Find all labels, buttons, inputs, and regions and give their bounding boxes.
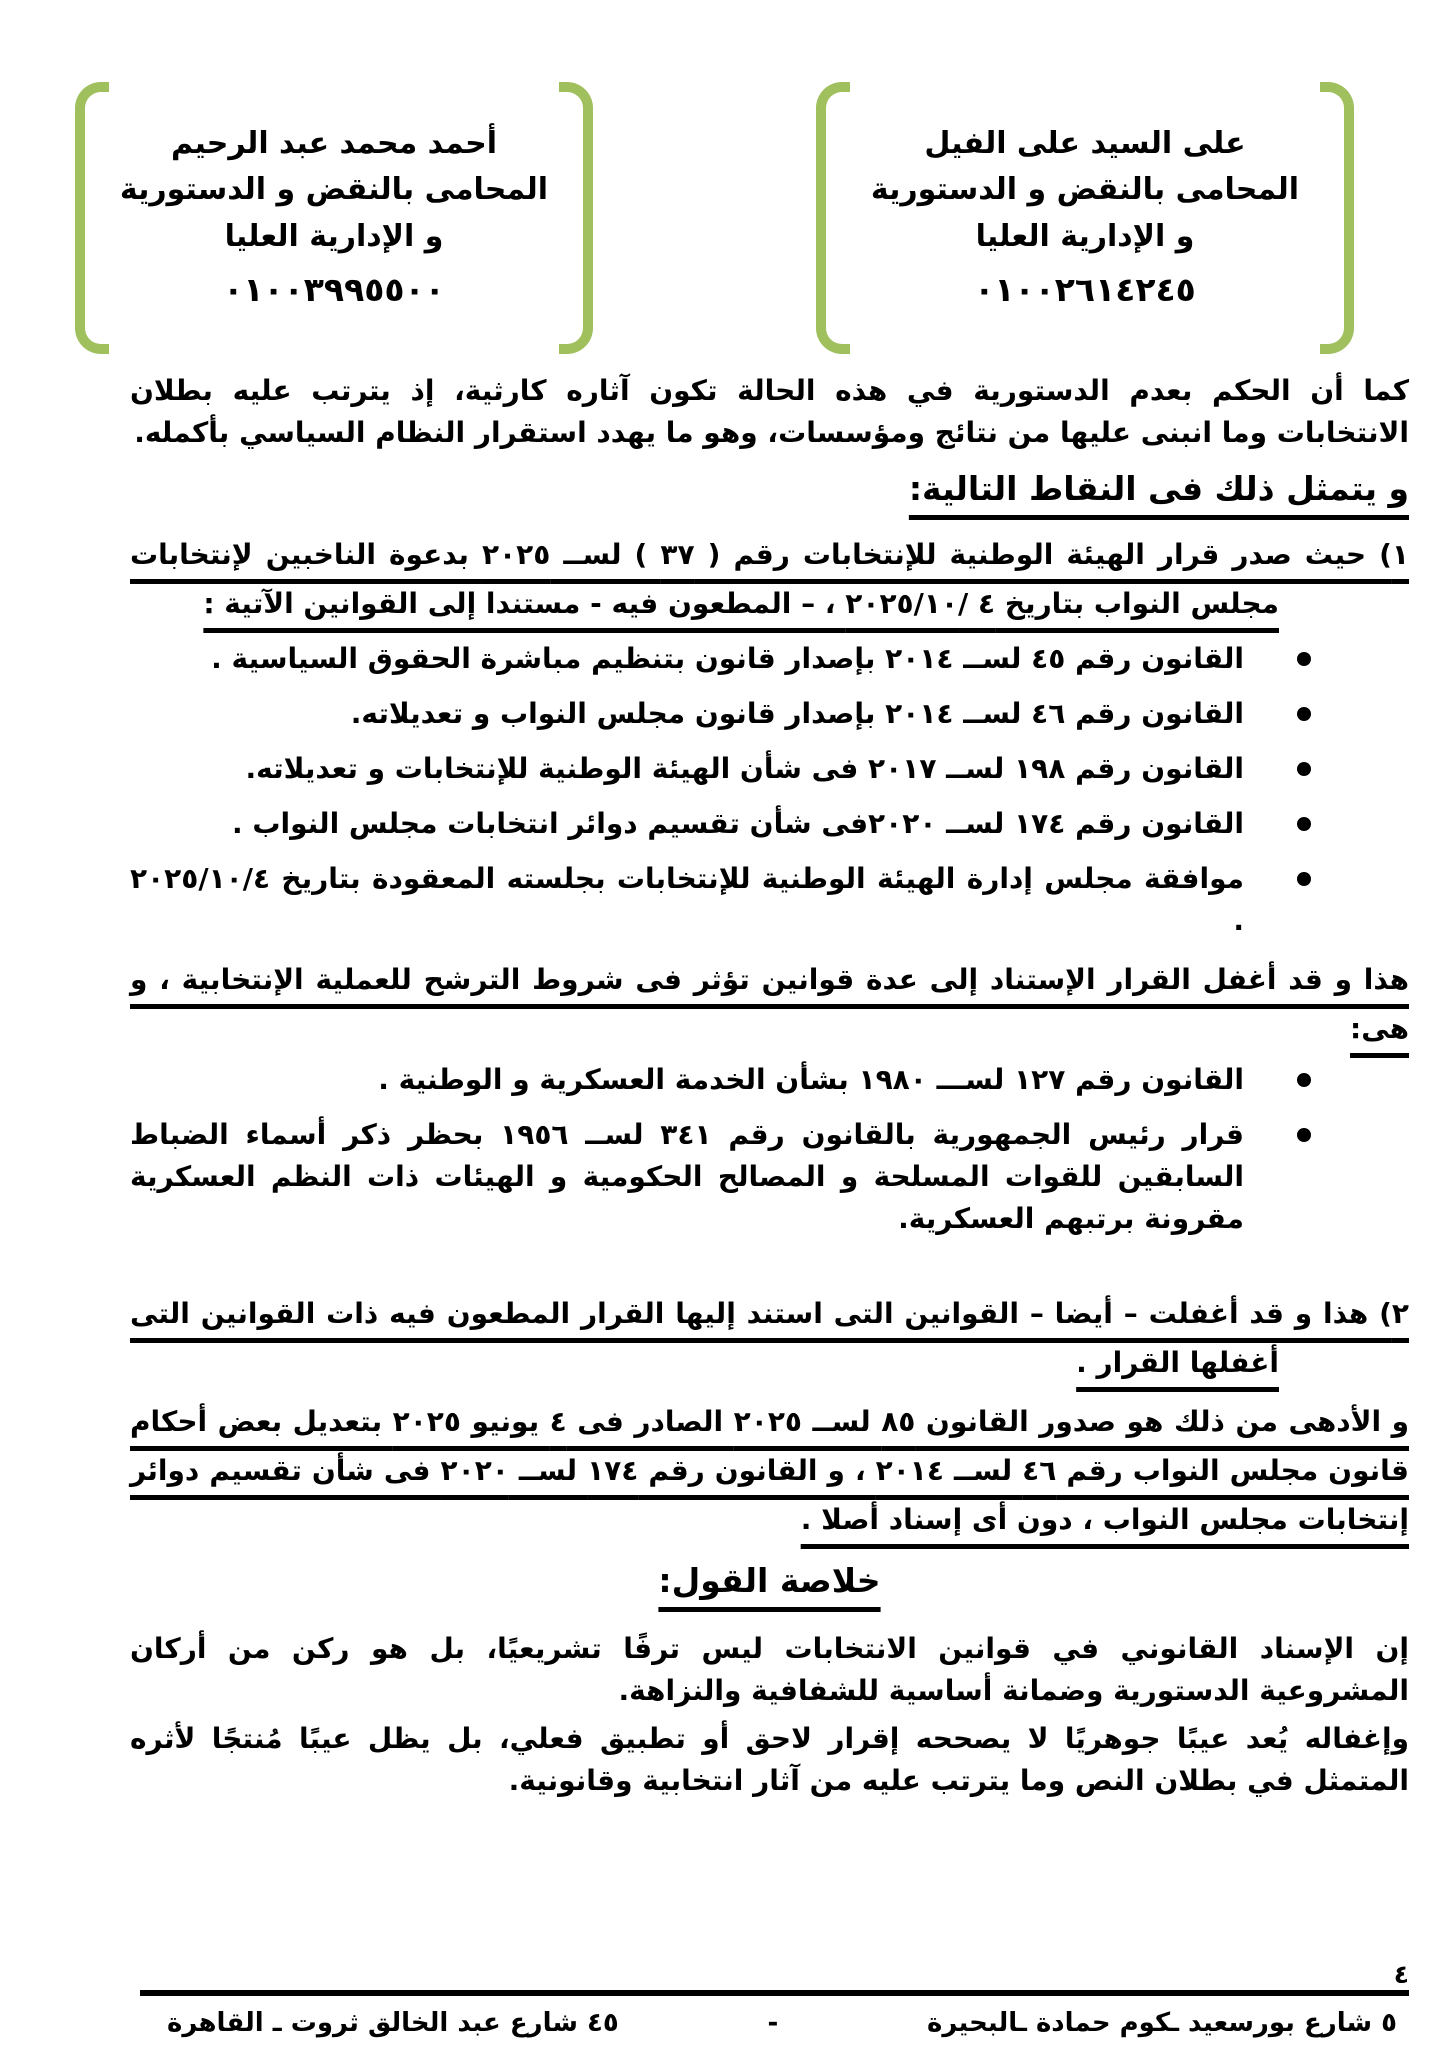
bullet-icon bbox=[1297, 707, 1311, 721]
law-list-item bbox=[130, 803, 1409, 845]
lawyer-title-line: المحامى بالنقض و الدستورية bbox=[870, 172, 1300, 208]
lawyer-card-left bbox=[75, 82, 593, 354]
adha-paragraph: و الأدهى من ذلك هو صدور القانون ٨٥ لســ ٢٠٢٥ الصادر فى ٤ يونيو ٢٠٢٥ بتعديل بعض أحكام قانون مجلس النواب رقم ٤٦ لســ ٢٠١٤ ، و القانون رقم ١٧٤ لســ ٢٠٢٠ فى شأن تقسيم دوائر إنتخابات مجلس النواب ، دون أى إسناد أصلا . bbox=[130, 1404, 1410, 1536]
lawyer-title-line: المحامى بالنقض و الدستورية bbox=[119, 172, 549, 208]
law-list-item-text: القانون رقم ١٩٨ لســ ٢٠١٧ فى شأن الهيئة الوطنية للإنتخابات و تعديلاته. bbox=[245, 751, 1244, 785]
omitted-laws-paragraph: هذا و قد أغفل القرار الإستناد إلى عدة قوانين تؤثر فى شروط الترشح للعملية الإنتخابية ، و هى: bbox=[130, 962, 1409, 1045]
bullet-icon bbox=[1297, 817, 1311, 831]
law-list-item bbox=[130, 1114, 1409, 1240]
law-list-item bbox=[130, 748, 1409, 790]
lawyer-title-line: و الإدارية العليا bbox=[975, 218, 1195, 254]
lawyer-title-line: و الإدارية العليا bbox=[224, 218, 444, 254]
intro-paragraph: كما أن الحكم بعدم الدستورية في هذه الحالة تكون آثاره كارثية، إذ يترتب عليه بطلان الانتخابات وما انبنى عليها من نتائج ومؤسسات، وهو ما يهدد استقرار النظام السياسي بأكمله. bbox=[130, 374, 1409, 449]
law-list-item-text: موافقة مجلس إدارة الهيئة الوطنية للإنتخابات بجلسته المعقودة بتاريخ ٢٠٢٥/١٠/٤ . bbox=[130, 861, 1244, 937]
header bbox=[0, 0, 1449, 354]
page-number: ٤ bbox=[1393, 1960, 1409, 1989]
laws-list-2 bbox=[130, 1059, 1409, 1240]
law-list-item bbox=[130, 1059, 1409, 1101]
lawyer-phone: ٠١٠٠٣٩٩٥٥٠٠ bbox=[223, 270, 445, 310]
lawyer-name: أحمد محمد عبد الرحيم bbox=[171, 125, 497, 161]
footer-separator-line bbox=[140, 1990, 1409, 1996]
bullet-icon bbox=[1297, 1128, 1311, 1142]
law-list-item-text: القانون رقم ٤٦ لســ ٢٠١٤ بإصدار قانون مجلس النواب و تعديلاته. bbox=[350, 696, 1244, 730]
law-list-item bbox=[130, 858, 1409, 942]
law-list-item-text: قرار رئيس الجمهورية بالقانون رقم ٣٤١ لســ ١٩٥٦ بحظر ذكر أسماء الضباط السابقين للقوات المسلحة و المصالح الحكومية و الهيئات ذات النظم العسكرية مقرونة برتبهم العسكرية. bbox=[130, 1117, 1244, 1235]
laws-list-1 bbox=[130, 638, 1409, 942]
address-right: ٥ شارع بورسعيد ـكوم حمادة ـالبحيرة bbox=[927, 2008, 1397, 2038]
bracket-close-icon bbox=[559, 82, 593, 354]
document-body bbox=[0, 354, 1449, 1802]
summary-heading: خلاصة القول: bbox=[658, 1560, 881, 1600]
lawyer-phone: ٠١٠٠٢٦١٤٢٤٥ bbox=[974, 270, 1196, 310]
blank-spacer bbox=[130, 1253, 1409, 1289]
bracket-open-icon bbox=[75, 82, 109, 354]
law-list-item-text: القانون رقم ١٢٧ لســـ ١٩٨٠ بشأن الخدمة العسكرية و الوطنية . bbox=[378, 1062, 1244, 1096]
law-list-item bbox=[130, 693, 1409, 735]
bracket-open-icon bbox=[816, 82, 850, 354]
summary-paragraph-2: وإغفاله يُعد عيبًا جوهريًا لا يصححه إقرار لاحق أو تطبيق فعلي، بل يظل عيبًا مُنتجًا لأثره المتمثل في بطلان النص وما يترتب عليه من آثار انتخابية وقانونية. bbox=[130, 1721, 1409, 1797]
summary-paragraph-1: إن الإسناد القانوني في قوانين الانتخابات ليس ترفًا تشريعيًا، بل هو ركن من أركان المشروعية الدستورية وضمانة أساسية للشفافية والنزاهة. bbox=[130, 1631, 1409, 1707]
bullet-icon bbox=[1297, 652, 1311, 666]
law-list-item-text: القانون رقم ٤٥ لســ ٢٠١٤ بإصدار قانون بتنظيم مباشرة الحقوق السياسية . bbox=[211, 641, 1244, 675]
footer-addresses bbox=[112, 2008, 1409, 2038]
numbered-item-1: ١) حيث صدر قرار الهيئة الوطنية للإنتخابات رقم ( ٣٧ ) لســ ٢٠٢٥ بدعوة الناخبين لإنتخابات مجلس النواب بتاريخ ٤ /٢٠٢٥/١٠ ، – المطعون فيه - مستندا إلى القوانين الآتية : bbox=[130, 537, 1409, 620]
bullet-icon bbox=[1297, 1073, 1311, 1087]
lawyer-card-right bbox=[816, 82, 1354, 354]
address-left: ٤٥ شارع عبد الخالق ثروت ـ القاهرة bbox=[167, 2008, 619, 2038]
address-separator: - bbox=[767, 2008, 779, 2038]
page-footer bbox=[112, 1962, 1409, 2038]
law-list-item-text: القانون رقم ١٧٤ لســ ٢٠٢٠فى شأن تقسيم دوائر انتخابات مجلس النواب . bbox=[231, 806, 1244, 840]
law-list-item bbox=[130, 638, 1409, 680]
points-heading: و يتمثل ذلك فى النقاط التالية: bbox=[908, 469, 1409, 508]
numbered-item-2: ٢) هذا و قد أغفلت – أيضا – القوانين التى استند إليها القرار المطعون فيه ذات القوانين التى أغفلها القرار . bbox=[130, 1296, 1409, 1379]
bracket-close-icon bbox=[1320, 82, 1354, 354]
bullet-icon bbox=[1297, 872, 1311, 886]
bullet-icon bbox=[1297, 762, 1311, 776]
lawyer-name: على السيد على الفيل bbox=[924, 125, 1246, 161]
